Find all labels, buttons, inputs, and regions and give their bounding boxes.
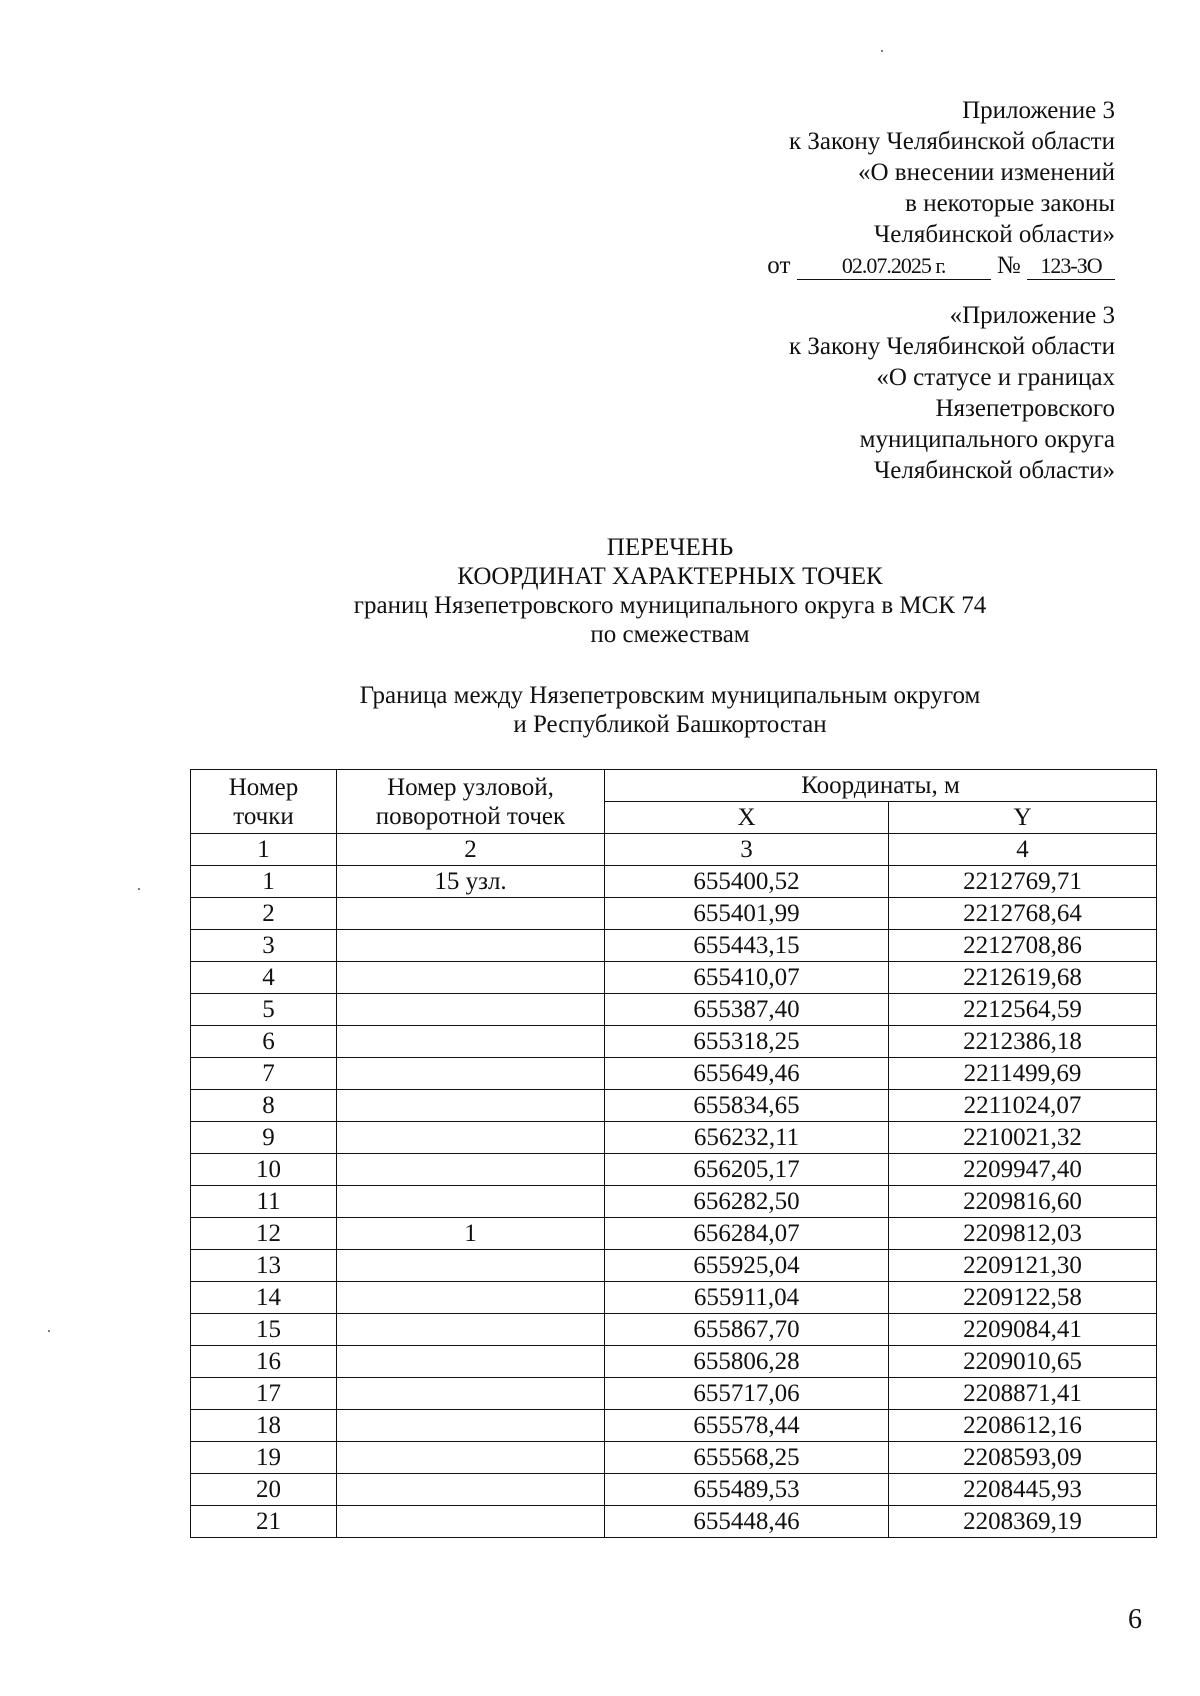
x-coordinate-cell: 655568,25 bbox=[605, 1442, 889, 1474]
node-number-cell bbox=[337, 1474, 605, 1506]
node-number-cell bbox=[337, 1378, 605, 1410]
node-number-cell bbox=[337, 962, 605, 994]
subtitle-line: и Республикой Башкортостан bbox=[513, 711, 827, 738]
x-coordinate-cell: 656284,07 bbox=[605, 1218, 889, 1250]
node-number-cell bbox=[337, 1506, 605, 1538]
node-number-cell: 1 bbox=[337, 1218, 605, 1250]
point-number-cell: 18 bbox=[191, 1410, 337, 1442]
point-number-cell: 4 bbox=[191, 962, 337, 994]
column-index: 1 bbox=[191, 834, 337, 866]
x-coordinate-cell: 655400,52 bbox=[605, 866, 889, 898]
table-row bbox=[191, 1122, 1157, 1154]
node-number-cell bbox=[337, 1410, 605, 1442]
table-row bbox=[191, 866, 1157, 898]
point-number-cell: 14 bbox=[191, 1282, 337, 1314]
law-date: 02.07.2025 г. bbox=[797, 253, 991, 280]
y-coordinate-cell: 2209812,03 bbox=[889, 1218, 1157, 1250]
y-coordinate-cell: 2209084,41 bbox=[889, 1314, 1157, 1346]
y-coordinate-cell: 2212769,71 bbox=[889, 866, 1157, 898]
node-number-cell bbox=[337, 1346, 605, 1378]
point-number-cell: 3 bbox=[191, 930, 337, 962]
page-number: 6 bbox=[1128, 1604, 1142, 1635]
x-coordinate-cell: 655806,28 bbox=[605, 1346, 889, 1378]
x-coordinate-cell: 655911,04 bbox=[605, 1282, 889, 1314]
header-coordinates: Координаты, м bbox=[605, 770, 1157, 802]
appendix-line: «Приложение 3 bbox=[949, 302, 1115, 329]
point-number-cell: 12 bbox=[191, 1218, 337, 1250]
point-number-cell: 21 bbox=[191, 1506, 337, 1538]
appendix-line: Челябинской области» bbox=[874, 221, 1115, 248]
y-coordinate-cell: 2211499,69 bbox=[889, 1058, 1157, 1090]
y-coordinate-cell: 2208612,16 bbox=[889, 1410, 1157, 1442]
y-coordinate-cell: 2209010,65 bbox=[889, 1346, 1157, 1378]
table-row bbox=[191, 1250, 1157, 1282]
node-number-cell bbox=[337, 1090, 605, 1122]
appendix-line: «О внесении изменений bbox=[857, 159, 1115, 186]
heading-line: по смежествам bbox=[590, 621, 750, 648]
point-number-cell: 20 bbox=[191, 1474, 337, 1506]
y-coordinate-cell: 2208445,93 bbox=[889, 1474, 1157, 1506]
table-row bbox=[191, 994, 1157, 1026]
appendix-line: Нязепетровского bbox=[935, 395, 1115, 422]
point-number-cell: 2 bbox=[191, 898, 337, 930]
table-row bbox=[191, 1154, 1157, 1186]
point-number-cell: 5 bbox=[191, 994, 337, 1026]
heading-line: КООРДИНАТ ХАРАКТЕРНЫХ ТОЧЕК bbox=[457, 563, 883, 590]
x-coordinate-cell: 655489,53 bbox=[605, 1474, 889, 1506]
x-coordinate-cell: 655717,06 bbox=[605, 1378, 889, 1410]
x-coordinate-cell: 655318,25 bbox=[605, 1026, 889, 1058]
y-coordinate-cell: 2208369,19 bbox=[889, 1506, 1157, 1538]
y-coordinate-cell: 2209121,30 bbox=[889, 1250, 1157, 1282]
y-coordinate-cell: 2208871,41 bbox=[889, 1378, 1157, 1410]
y-coordinate-cell: 2210021,32 bbox=[889, 1122, 1157, 1154]
appendix-line: «О статусе и границах bbox=[876, 364, 1115, 391]
table-row bbox=[191, 1090, 1157, 1122]
table-row bbox=[191, 1314, 1157, 1346]
x-coordinate-cell: 656205,17 bbox=[605, 1154, 889, 1186]
table-row bbox=[191, 1186, 1157, 1218]
y-coordinate-cell: 2208593,09 bbox=[889, 1442, 1157, 1474]
table-row bbox=[191, 1378, 1157, 1410]
appendix-line: к Закону Челябинской области bbox=[789, 128, 1115, 155]
appendix-line: муниципального округа bbox=[859, 426, 1115, 453]
heading-line: границ Нязепетровского муниципального округа в МСК 74 bbox=[353, 592, 987, 619]
node-number-cell bbox=[337, 1026, 605, 1058]
appendix-original-header bbox=[789, 300, 1115, 486]
y-coordinate-cell: 2211024,07 bbox=[889, 1090, 1157, 1122]
point-number-cell: 9 bbox=[191, 1122, 337, 1154]
column-index: 3 bbox=[605, 834, 889, 866]
node-number-cell: 15 узл. bbox=[337, 866, 605, 898]
node-number-cell bbox=[337, 1250, 605, 1282]
point-number-cell: 19 bbox=[191, 1442, 337, 1474]
heading-title: ПЕРЕЧЕНЬ bbox=[606, 534, 734, 561]
point-number-cell: 11 bbox=[191, 1186, 337, 1218]
x-coordinate-cell: 655649,46 bbox=[605, 1058, 889, 1090]
point-number-cell: 10 bbox=[191, 1154, 337, 1186]
point-number-cell: 15 bbox=[191, 1314, 337, 1346]
table-row bbox=[191, 1218, 1157, 1250]
point-number-cell: 13 bbox=[191, 1250, 337, 1282]
law-number: 123-ЗО bbox=[1027, 253, 1115, 280]
y-coordinate-cell: 2212768,64 bbox=[889, 898, 1157, 930]
table-row bbox=[191, 1442, 1157, 1474]
boundary-subtitle bbox=[0, 681, 1200, 739]
node-number-cell bbox=[337, 1186, 605, 1218]
column-index: 4 bbox=[889, 834, 1157, 866]
coordinates-table bbox=[190, 769, 1157, 1538]
document-heading bbox=[0, 533, 1200, 649]
x-coordinate-cell: 655925,04 bbox=[605, 1250, 889, 1282]
node-number-cell bbox=[337, 1058, 605, 1090]
point-number-cell: 1 bbox=[191, 866, 337, 898]
table-row bbox=[191, 1058, 1157, 1090]
node-number-cell bbox=[337, 1282, 605, 1314]
scan-speck bbox=[48, 1330, 50, 1332]
table-row bbox=[191, 1282, 1157, 1314]
node-number-cell bbox=[337, 1122, 605, 1154]
table-row bbox=[191, 898, 1157, 930]
y-coordinate-cell: 2212386,18 bbox=[889, 1026, 1157, 1058]
appendix-line: Челябинской области» bbox=[874, 457, 1115, 484]
y-coordinate-cell: 2209947,40 bbox=[889, 1154, 1157, 1186]
table-row bbox=[191, 1346, 1157, 1378]
table-row bbox=[191, 1410, 1157, 1442]
point-number-cell: 7 bbox=[191, 1058, 337, 1090]
table-row bbox=[191, 930, 1157, 962]
y-coordinate-cell: 2212708,86 bbox=[889, 930, 1157, 962]
scan-speck bbox=[881, 50, 883, 52]
subtitle-line: Граница между Нязепетровским муниципальным округом bbox=[359, 682, 981, 709]
x-coordinate-cell: 655578,44 bbox=[605, 1410, 889, 1442]
node-number-cell bbox=[337, 1154, 605, 1186]
appendix-line: Приложение 3 bbox=[962, 97, 1115, 124]
law-date-number-line bbox=[767, 250, 1115, 281]
y-coordinate-cell: 2209816,60 bbox=[889, 1186, 1157, 1218]
appendix-line: в некоторые законы bbox=[905, 190, 1115, 217]
node-number-cell bbox=[337, 1442, 605, 1474]
header-node-number: Номер узловой, поворотной точек bbox=[337, 770, 605, 834]
y-coordinate-cell: 2212619,68 bbox=[889, 962, 1157, 994]
x-coordinate-cell: 655867,70 bbox=[605, 1314, 889, 1346]
y-coordinate-cell: 2212564,59 bbox=[889, 994, 1157, 1026]
x-coordinate-cell: 656232,11 bbox=[605, 1122, 889, 1154]
x-coordinate-cell: 656282,50 bbox=[605, 1186, 889, 1218]
appendix-line: к Закону Челябинской области bbox=[789, 333, 1115, 360]
ot-label: от bbox=[767, 252, 791, 279]
header-point-number: Номер точки bbox=[191, 770, 337, 834]
x-coordinate-cell: 655387,40 bbox=[605, 994, 889, 1026]
table-body bbox=[191, 866, 1157, 1538]
x-coordinate-cell: 655448,46 bbox=[605, 1506, 889, 1538]
scan-speck bbox=[138, 888, 140, 890]
point-number-cell: 17 bbox=[191, 1378, 337, 1410]
table-row bbox=[191, 1474, 1157, 1506]
x-coordinate-cell: 655834,65 bbox=[605, 1090, 889, 1122]
y-coordinate-cell: 2209122,58 bbox=[889, 1282, 1157, 1314]
x-coordinate-cell: 655443,15 bbox=[605, 930, 889, 962]
node-number-cell bbox=[337, 930, 605, 962]
point-number-cell: 8 bbox=[191, 1090, 337, 1122]
point-number-cell: 6 bbox=[191, 1026, 337, 1058]
x-coordinate-cell: 655401,99 bbox=[605, 898, 889, 930]
appendix-current-header bbox=[767, 95, 1115, 281]
table-row bbox=[191, 1506, 1157, 1538]
node-number-cell bbox=[337, 898, 605, 930]
node-number-cell bbox=[337, 994, 605, 1026]
column-index: 2 bbox=[337, 834, 605, 866]
number-label: № bbox=[996, 252, 1021, 279]
header-y: Y bbox=[889, 802, 1157, 834]
point-number-cell: 16 bbox=[191, 1346, 337, 1378]
table-row bbox=[191, 1026, 1157, 1058]
node-number-cell bbox=[337, 1314, 605, 1346]
table-row bbox=[191, 962, 1157, 994]
x-coordinate-cell: 655410,07 bbox=[605, 962, 889, 994]
header-x: X bbox=[605, 802, 889, 834]
